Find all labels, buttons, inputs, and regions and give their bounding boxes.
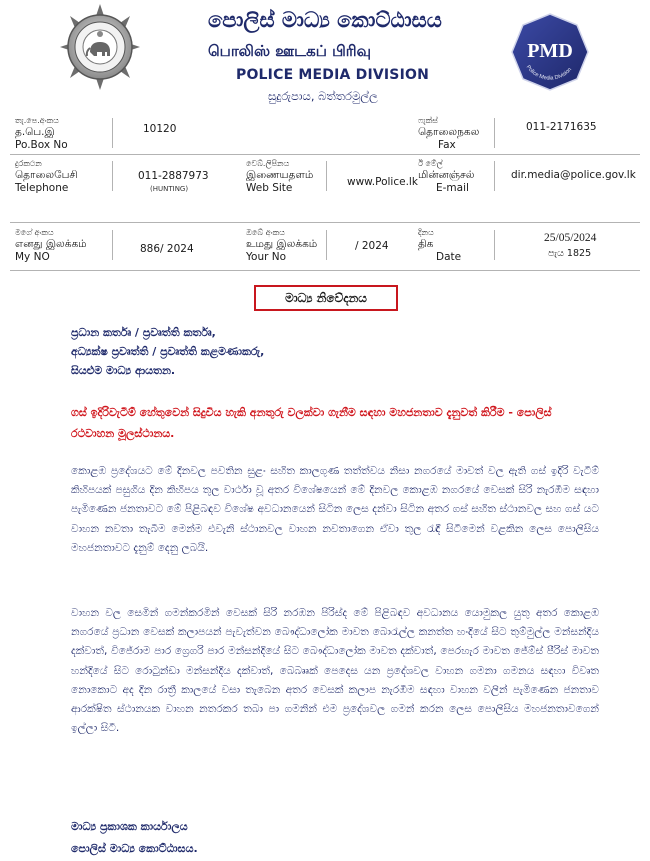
notice-title: මාධ්‍ය නිවේදනය	[254, 285, 398, 311]
website-block	[246, 159, 313, 195]
fax-label-si: ෆැක්ස්	[418, 116, 438, 125]
date-page: පැය 1825	[548, 248, 592, 259]
website-bracket	[326, 161, 327, 191]
pmd-logo-arc-text: Police Media Division	[524, 64, 574, 82]
your-no-block	[246, 228, 317, 264]
your-no-label-en: Your No	[246, 251, 287, 263]
signature-office: මාධ්‍ය ප්‍රකාශක කාර්යාලය	[71, 820, 188, 833]
title-english: POLICE MEDIA DIVISION	[236, 67, 430, 83]
office-address: සුදුරුපාය, බත්තරමුල්ල	[268, 89, 378, 103]
info-divider-3	[10, 270, 640, 271]
date-label-ta: திக	[418, 238, 434, 250]
fax-value: 011-2171635	[526, 121, 597, 133]
my-no-label-ta: எனது இலக்கம்	[15, 238, 87, 250]
title-tamil: பொலிஸ் ஊடகப் பிரிவு	[208, 42, 371, 60]
fax-label-en: Fax	[438, 139, 456, 151]
fax-block	[418, 116, 479, 152]
recipient-line: සියළුම මාධ්‍ය ආයතන.	[71, 364, 176, 377]
subject-line: ගස් ඉදිරිවැටීම් හේතුවෙන් සිදුවිය හැකි අනතුරු වලක්වා ගැනීම සඳහා මහජනතාව දැනුවත් කිරීම - පොලිස් රථවාහන මූලස්ථානය.	[71, 406, 552, 440]
website-label-en: Web Site	[246, 182, 293, 194]
your-no-bracket	[326, 230, 327, 260]
website-label-ta: இணையதளம்	[246, 169, 314, 181]
date-label-si: දිනය	[418, 228, 434, 237]
recipient-line: ප්‍රධාන කර්තෘ / ප්‍රවෘත්ති කර්තෘ,	[71, 326, 216, 339]
telephone-label-si: දුරකථන	[15, 159, 42, 168]
pmd-logo-icon	[510, 12, 590, 92]
police-crest-icon	[60, 4, 140, 90]
recipients	[71, 323, 264, 380]
website-link[interactable]: www.Police.lk	[347, 176, 418, 188]
date-value: 25/05/2024	[544, 232, 597, 244]
info-divider-1	[10, 154, 640, 155]
pobox-block	[15, 116, 68, 152]
body-paragraph-2: වාහන වල සෙමින් ගමන්කරමින් වෙසක් සිරි නරඹන පිරිස්ද මේ පිළිබඳව අවධානය යොමුකල යුතු අතර කොළඹ නගරයේ ප්‍රධාන වෙසක් කලාපයන් පැවැත්වන බෞද්ධාලෝක මාවත බොරැල්ල කනත්ත හංදියේ සිට තුම්මුල්ල මන්සන්දිය දක්වාත්, විජේරාම පාර ග්‍රෙගරි පාර මන්සන්දියේ සිට බෞද්ධාලෝක මාවත දක්වාත්, පෙරහැර මාවත ජේම්ස් පීරිස් මාවත හන්දියේ සිට රොටුන්ඩා මන්සන්දිය දක්වාත්, බෙබෲක් පෙදෙස යන ප්‍රදේශවල වාහන ගමනා ගමනය සඳහා විවෘත නොකොට අද දින රාත්‍රී කාලයේ වසා තැබෙන අතර වෙසක් කලාප නැරඹීම සඳහා වාහන වලින් පැමිණෙන ජනතාව ආරක්ෂිත ස්ථානයක වාහන නතරකර තබා පා ගමනින් එම ප්‍රදේශවල ගමන් කරන ලෙස පොලිසිය මහජනතාවගෙන් ඉල්ලා සිටී.	[71, 607, 599, 735]
email-label-ta: மின்னஞ்சல்	[418, 169, 475, 181]
signature-block	[71, 816, 198, 860]
fax-bracket	[494, 118, 495, 148]
email-label-en: E-mail	[436, 182, 469, 194]
date-block	[418, 228, 461, 264]
my-no-bracket	[112, 230, 113, 260]
title-sinhala: පොලිස් මාධ්‍ය කොට්ඨාසය	[208, 8, 442, 32]
pmd-logo-text: PMD	[527, 40, 573, 62]
pobox-label-en: Po.Box No	[15, 139, 68, 151]
pobox-label-ta: த.பெ.இ	[15, 126, 55, 138]
telephone-bracket	[112, 161, 113, 191]
email-block	[418, 159, 475, 195]
body-paragraph-1: කොළඹ ප්‍රදේශයට මේ දිනවල පවතින සුළං සහිත කාලගුණ තත්ත්වය නිසා නගරයේ මාවත් වල ඇති ගස් ඉදිරි වැටීම් කිහිපයක් පසුගිය දින කිහිපය තුල වාර්ථා වූ අතර විශේෂයෙන් මේ දිනවල කොළඹ නගරයේ වෙසක් සිරි නැරඹීම සඳහා පැමිණෙන ජනතාවට මේ පිළිබඳව විශේෂ අවධානයෙන් සිටින ලෙස දන්වා සිටින අතර ගස් සහිත ස්ථානවල සහ ගස් යට වාහන නවතා තැබීම මෙන්ම එවැනි ස්ථානවල වාහන නවතාගෙන ඒවා තුල රැඳී සිටීමෙන් වළකින ලෙස පොලිසිය මහජනතාවට දැනුම් දෙනු ලබයි.	[71, 465, 599, 554]
police-emblem	[60, 4, 140, 90]
telephone-label-ta: தொலைபேசி	[15, 169, 78, 181]
signature-division: පොලිස් මාධ්‍ය කොට්ඨාසය.	[71, 842, 198, 855]
my-no-value: 886/ 2024	[140, 243, 194, 255]
my-no-label-si: මගේ අංකය	[15, 228, 54, 237]
email-label-si: ඊ මේල්	[418, 159, 443, 168]
my-no-label-en: My NO	[15, 251, 50, 263]
my-no-block	[15, 228, 87, 264]
pobox-bracket	[112, 118, 113, 148]
pmd-logo	[510, 12, 590, 92]
pobox-value: 10120	[143, 123, 177, 135]
telephone-note: (HUNTING)	[150, 185, 189, 193]
date-bracket	[494, 230, 495, 260]
pobox-label-si: තැ.පෙ.අංකය	[15, 116, 59, 125]
telephone-block	[15, 159, 78, 195]
your-no-value: / 2024	[355, 240, 389, 252]
your-no-label-si: ඔබේ අංකය	[246, 228, 285, 237]
email-link[interactable]: dir.media@police.gov.lk	[511, 169, 636, 181]
recipient-line: අධ්‍යක්ෂ ප්‍රවෘත්ති / ප්‍රවෘත්ති කළමණාකරු,	[71, 345, 265, 358]
your-no-label-ta: உமது இலக்கம்	[246, 238, 318, 250]
date-label-en: Date	[436, 251, 462, 263]
telephone-value: 011-2887973	[138, 170, 209, 182]
telephone-label-en: Telephone	[15, 182, 69, 194]
email-bracket	[494, 161, 495, 191]
fax-label-ta: தொலைநகல	[418, 126, 480, 138]
website-label-si: වෙබ්.ලිපිනය	[246, 159, 290, 168]
info-divider-2	[10, 222, 640, 223]
